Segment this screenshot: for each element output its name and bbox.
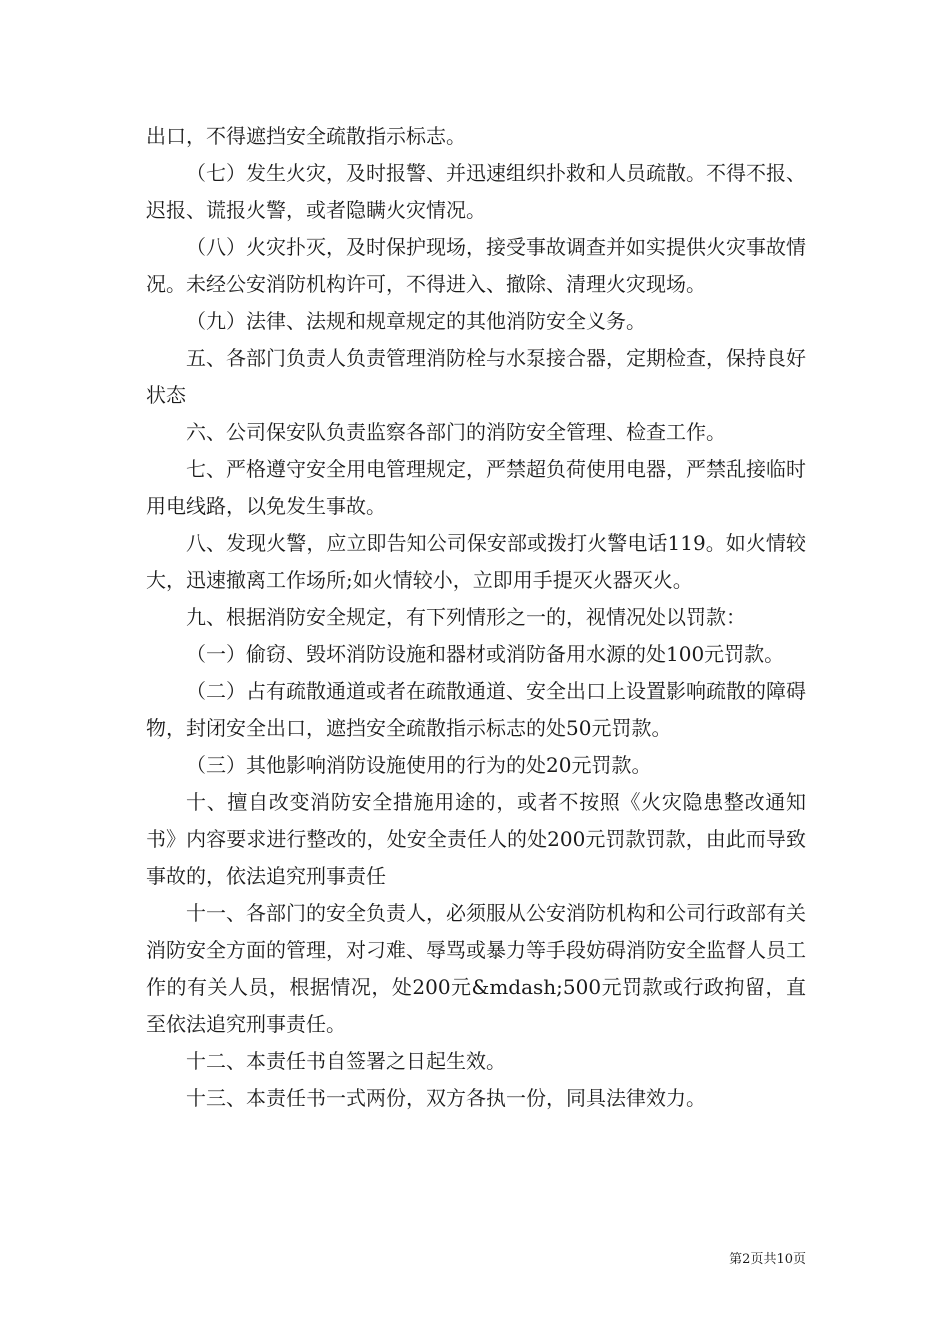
paragraph-penalty-1: （一）偷窃、毁坏消防设施和器材或消防备用水源的处100元罚款。 [186,642,785,666]
paragraph-penalty-2: （二）占有疏散通道或者在疏散通道、安全出口上设置影响疏散的障碍物，封闭安全出口，遮挡安全疏散指示标志的处50元罚款。 [146,679,806,740]
paragraph-section-10: 十、擅自改变消防安全措施用途的，或者不按照《火灾隐患整改通知书》内容要求进行整改的，处安全责任人的处200元罚款罚款，由此而导致事故的，依法追究刑事责任 [146,790,806,888]
paragraph-section-6: 六、公司保安队负责监察各部门的消防安全管理、检查工作。 [186,420,726,444]
paragraph-penalty-3: （三）其他影响消防设施使用的行为的处20元罚款。 [186,753,652,777]
paragraph-item-8: （八）火灾扑灭，及时保护现场，接受事故调查并如实提供火灾事故情况。未经公安消防机构许可，不得进入、撤除、清理火灾现场。 [146,235,806,296]
paragraph-item-9: （九）法律、法规和规章规定的其他消防安全义务。 [186,309,646,333]
paragraph-section-8: 八、发现火警，应立即告知公司保安部或拨打火警电话119。如火情较大，迅速撤离工作场所;如火情较小，立即用手提灭火器灭火。 [146,531,806,592]
paragraph-section-12: 十二、本责任书自签署之日起生效。 [186,1049,506,1073]
paragraph-item-7: （七）发生火灾，及时报警、并迅速组织扑救和人员疏散。不得不报、迟报、谎报火警，或者隐瞒火灾情况。 [146,161,806,222]
paragraph-section-11: 十一、各部门的安全负责人，必须服从公安消防机构和公司行政部有关消防安全方面的管理，对刁难、辱骂或暴力等手段妨碍消防安全监督人员工作的有关人员，根据情况，处200元&mdash;500元罚款或行政拘留，直至依法追究刑事责任。 [146,901,806,1036]
paragraph-continuation: 出口，不得遮挡安全疏散指示标志。 [146,124,466,148]
page-number-footer: 第2页共10页 [729,1252,806,1267]
paragraph-section-5: 五、各部门负责人负责管理消防栓与水泵接合器，定期检查，保持良好状态 [146,346,806,407]
paragraph-section-9: 九、根据消防安全规定，有下列情形之一的，视情况处以罚款： [186,605,746,629]
document-body [146,118,806,1117]
paragraph-section-7: 七、严格遵守安全用电管理规定，严禁超负荷使用电器，严禁乱接临时用电线路，以免发生事故。 [146,457,806,518]
paragraph-section-13: 十三、本责任书一式两份，双方各执一份，同具法律效力。 [186,1086,706,1110]
